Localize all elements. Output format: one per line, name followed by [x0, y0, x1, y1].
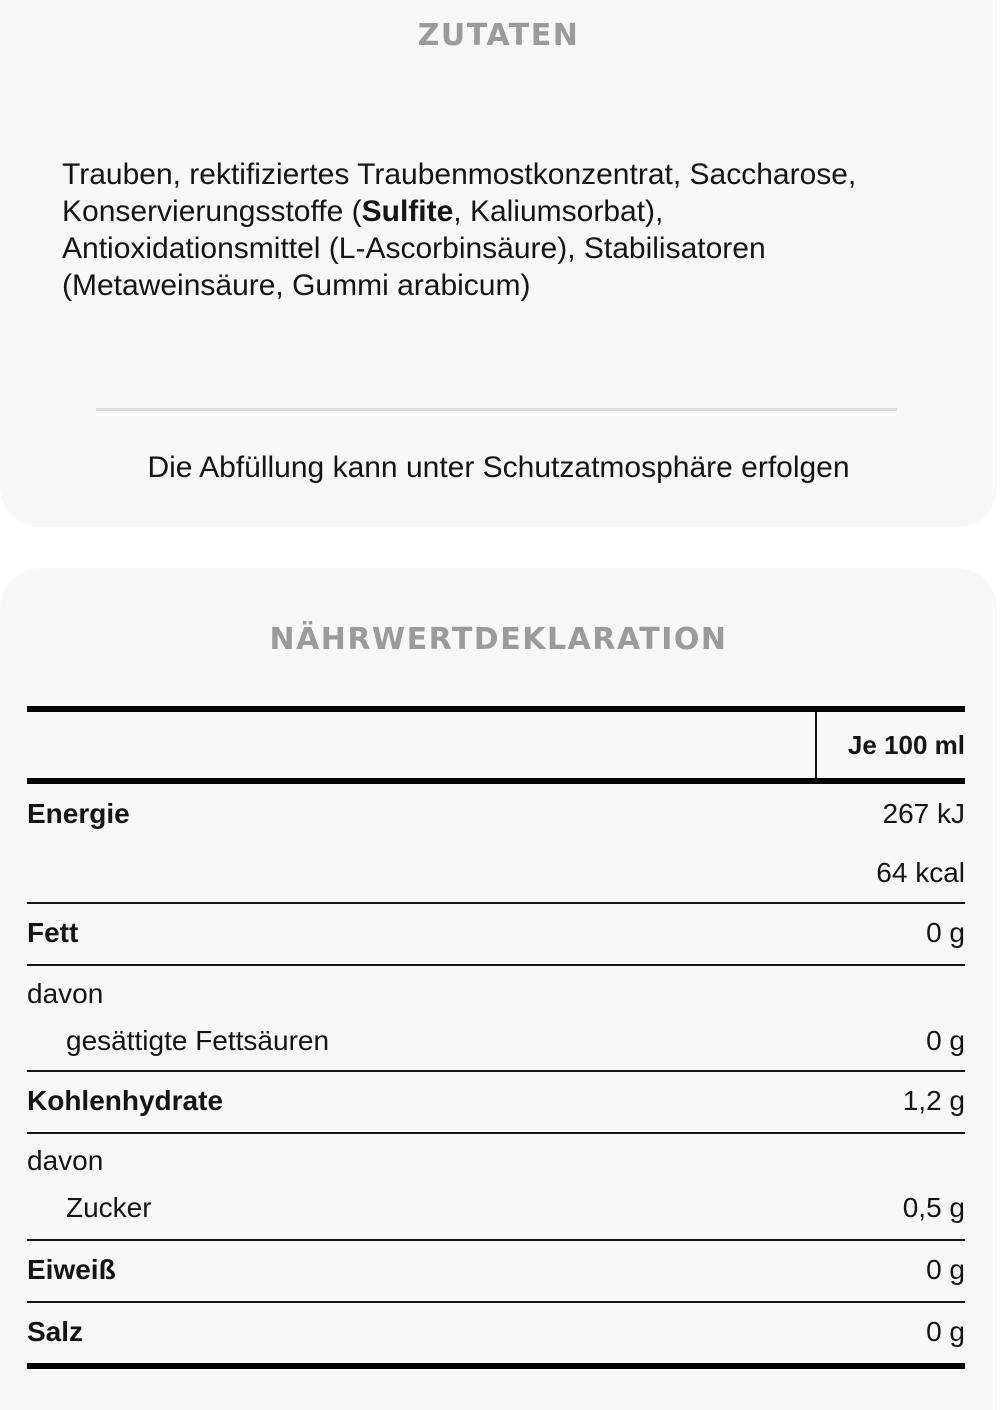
salt-label: Salz	[27, 1316, 84, 1347]
header-column-separator	[815, 712, 817, 778]
table-row-fat	[27, 904, 965, 964]
table-row-sugar	[27, 1134, 965, 1239]
table-row-salt	[27, 1303, 965, 1363]
nutrition-table	[27, 706, 965, 1369]
table-row-saturates	[27, 966, 965, 1070]
packaging-note: Die Abfüllung kann unter Schutzatmosphäre erfolgen	[147, 451, 850, 484]
energy-kcal-value: 64 kcal	[876, 857, 965, 888]
saturates-label: gesättigte Fettsäuren	[66, 1025, 330, 1056]
carbs-value: 1,2 g	[902, 1085, 965, 1116]
table-row-carbohydrates	[27, 1072, 965, 1132]
protein-value: 0 g	[926, 1254, 965, 1285]
fat-label: Fett	[27, 917, 79, 948]
ingredients-divider	[96, 408, 897, 411]
ingredients-text-before: Trauben, rektifiziertes Traubenmostkonzentrat, Saccharose, Konservierungsstoffe (	[62, 158, 857, 228]
allergen-highlight: Sulfite	[361, 195, 454, 228]
sugar-value: 0,5 g	[902, 1192, 965, 1223]
table-row-energy	[27, 784, 965, 902]
carbs-label: Kohlenhydrate	[27, 1085, 224, 1116]
table-bottom-rule	[27, 1363, 965, 1369]
nutrition-title: NÄHRWERTDEKLARATION	[269, 622, 728, 657]
salt-value: 0 g	[926, 1316, 965, 1347]
ingredients-text-after: , Kaliumsorbat), Antioxidationsmittel (L-Ascorbinsäure), Stabilisatoren (Metaweinsäure, Gummi arabicum)	[62, 195, 766, 302]
energy-kj-value: 267 kJ	[882, 798, 965, 829]
table-row-protein	[27, 1241, 965, 1301]
carbs-of-which-label: davon	[27, 1145, 104, 1176]
protein-label: Eiweiß	[27, 1254, 116, 1285]
fat-of-which-label: davon	[27, 978, 104, 1009]
energy-label: Energie	[27, 798, 130, 829]
sugar-label: Zucker	[66, 1192, 152, 1223]
saturates-value: 0 g	[926, 1025, 965, 1056]
column-header-per-100ml: Je 100 ml	[847, 730, 965, 760]
ingredients-title: ZUTATEN	[417, 18, 580, 53]
fat-value: 0 g	[926, 917, 965, 948]
ingredients-text	[62, 156, 922, 304]
table-header-row	[27, 712, 965, 778]
